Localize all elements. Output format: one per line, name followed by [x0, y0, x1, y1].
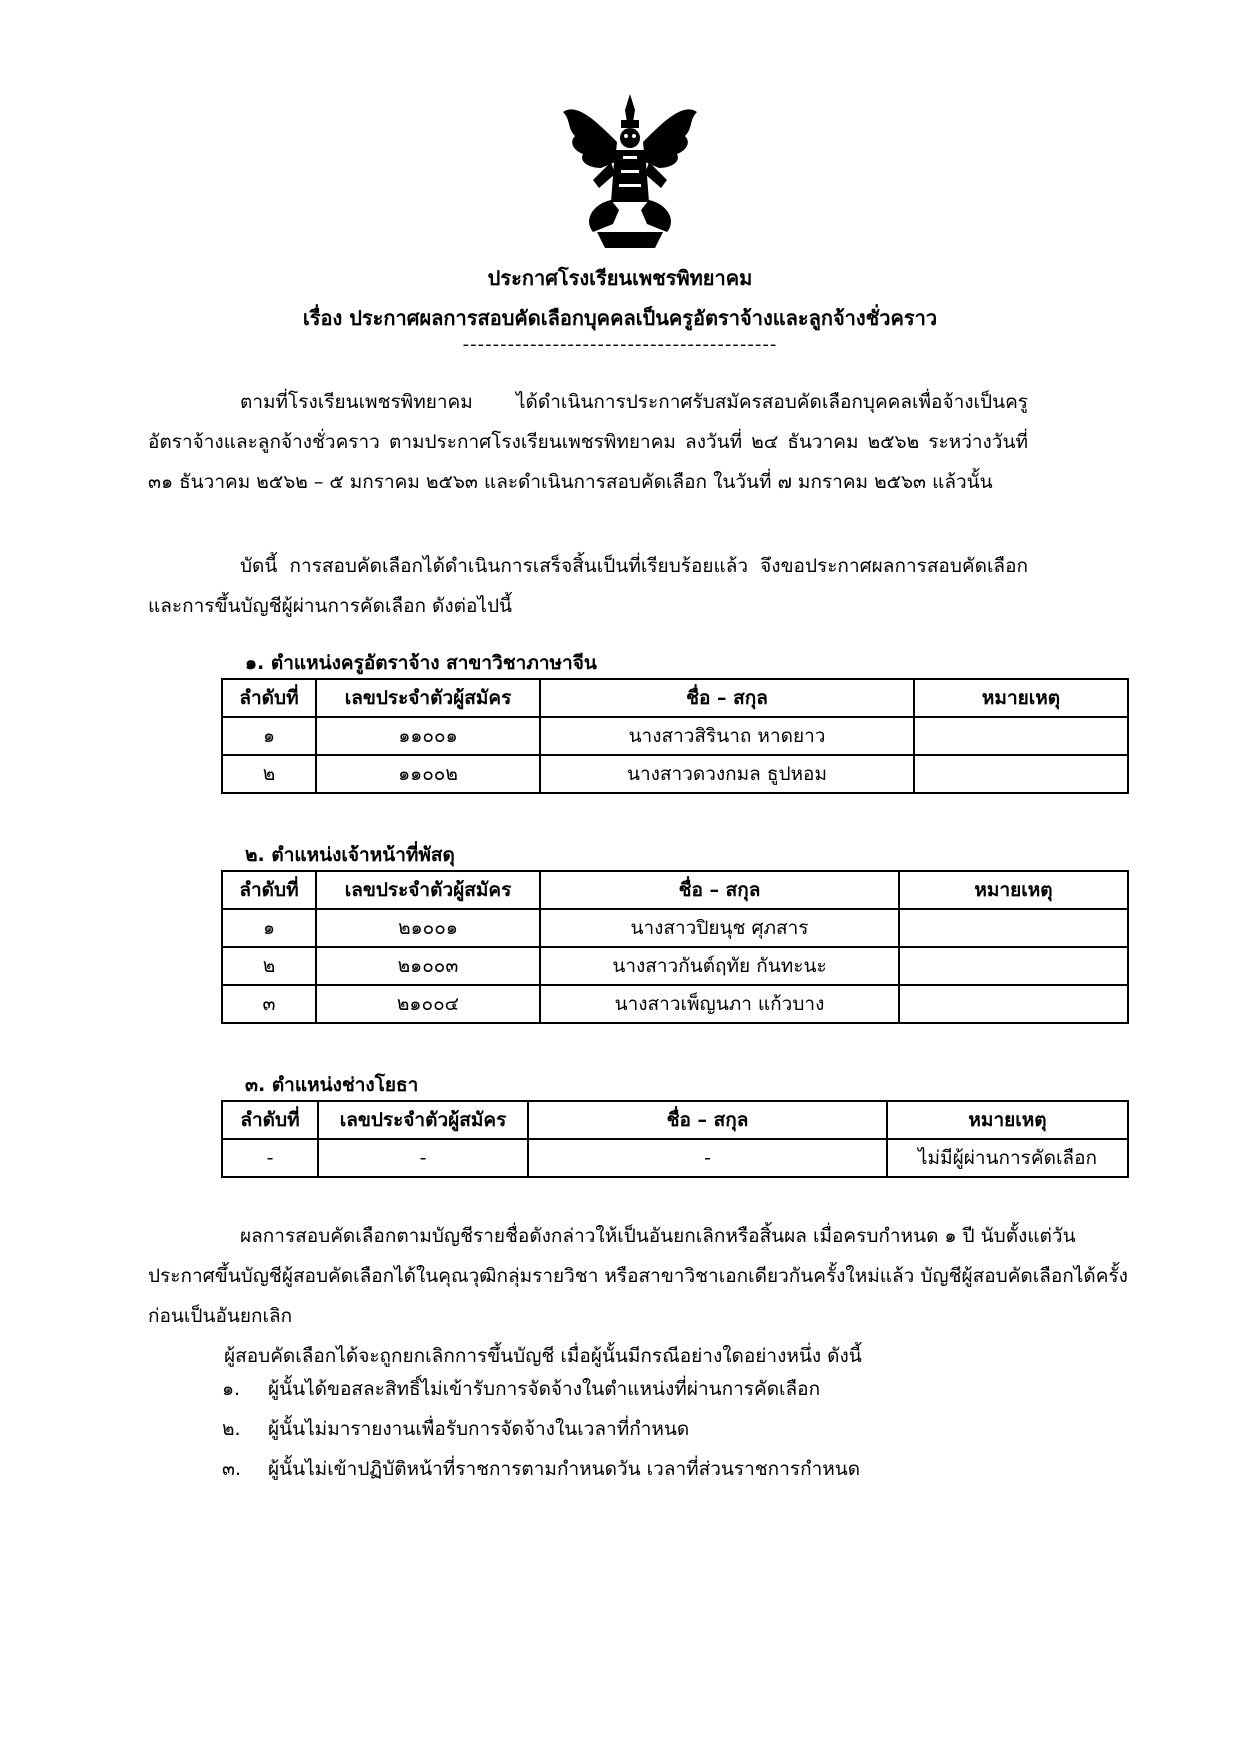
cell-note [899, 909, 1128, 947]
section-title-2: ๒. ตำแหน่งเจ้าหน้าที่พัสดุ [245, 844, 455, 866]
section-title-1: ๑. ตำแหน่งครูอัตราจ้าง สาขาวิชาภาษาจีน [245, 652, 597, 674]
table-row [222, 755, 1128, 793]
results-table-2 [221, 870, 1129, 1024]
cell-note [914, 755, 1128, 793]
col-no: ลำดับที่ [222, 679, 316, 717]
cell-note [899, 947, 1128, 985]
cell-name: นางสาวเพ็ญนภา แก้วบาง [540, 985, 899, 1023]
cell-name: นางสาวกันต์ฤทัย กันทะนะ [540, 947, 899, 985]
cell-no: ๑ [222, 717, 316, 755]
results-table-1 [221, 678, 1129, 794]
intro-text-1: ตามที่โรงเรียนเพชรพิทยาคม ได้ดำเนินการประกาศรับสมัครสอบคัดเลือกบุคคลเพื่อจ้างเป็นครูอัตราจ้างและลูกจ้างชั่วคราว ตามประกาศโรงเรียนเพชรพิทยาคม ลงวันที่ ๒๔ ธันวาคม ๒๕๖๒ ระหว่างวันที่ ๓๑ ธันวาคม ๒๕๖๒ – ๕ มกราคม ๒๕๖๓ และดำเนินการสอบคัดเลือก ในวันที่ ๗ มกราคม ๒๕๖๓ แล้วนั้น [148, 391, 1028, 493]
table-row [222, 717, 1128, 755]
col-name: ชื่อ – สกุล [528, 1101, 887, 1139]
cell-id: ๒๑๐๐๑ [316, 909, 540, 947]
conditions-paragraph-2 [148, 1336, 1128, 1376]
condition-item-text: ผู้นั้นไม่มารายงานเพื่อรับการจัดจ้างในเวลาที่กำหนด [268, 1418, 690, 1440]
condition-item-text: ผู้นั้นได้ขอสละสิทธิ์ไม่เข้ารับการจัดจ้างในตำแหน่งที่ผ่านการคัดเลือก [268, 1378, 821, 1400]
table-header-row [222, 679, 1128, 717]
cell-note [914, 717, 1128, 755]
table-row [222, 985, 1128, 1023]
cell-name: นางสาวสิรินาถ หาดยาว [540, 717, 914, 755]
col-no: ลำดับที่ [222, 871, 316, 909]
table-header-row [222, 1101, 1128, 1139]
results-table-3 [221, 1100, 1129, 1178]
cell-id: ๑๑๐๐๒ [316, 755, 540, 793]
cell-name: นางสาวปิยนุช ศุภสาร [540, 909, 899, 947]
col-id: เลขประจำตัวผู้สมัคร [318, 1101, 528, 1139]
col-name: ชื่อ – สกุล [540, 871, 899, 909]
conditions-paragraph-1 [148, 1216, 1128, 1336]
condition-item-number: ๓. [222, 1458, 242, 1480]
cell-id: - [318, 1139, 528, 1177]
condition-item-number: ๒. [222, 1418, 241, 1440]
col-id: เลขประจำตัวผู้สมัคร [316, 679, 540, 717]
col-note: หมายเหตุ [914, 679, 1128, 717]
col-id: เลขประจำตัวผู้สมัคร [316, 871, 540, 909]
garuda-emblem-icon [557, 92, 703, 252]
conditions-text-2: ผู้สอบคัดเลือกได้จะถูกยกเลิกการขึ้นบัญชี เมื่อผู้นั้นมีกรณีอย่างใดอย่างหนึ่ง ดังนี้ [224, 1345, 862, 1367]
cell-id: ๒๑๐๐๔ [316, 985, 540, 1023]
col-no: ลำดับที่ [222, 1101, 318, 1139]
cell-no: ๑ [222, 909, 316, 947]
subject-line: เรื่อง ประกาศผลการสอบคัดเลือกบุคคลเป็นครูอัตราจ้างและลูกจ้างชั่วคราว [302, 306, 938, 330]
separator-line: ------------------------------------------ [462, 334, 778, 355]
col-name: ชื่อ – สกุล [540, 679, 914, 717]
page-title: ประกาศโรงเรียนเพชรพิทยาคม [487, 266, 753, 290]
cell-no: ๓ [222, 985, 316, 1023]
cell-no: ๒ [222, 755, 316, 793]
section-title-3: ๓. ตำแหน่งช่างโยธา [245, 1074, 419, 1096]
col-note: หมายเหตุ [899, 871, 1128, 909]
table-row [222, 1139, 1128, 1177]
conditions-text-1: ผลการสอบคัดเลือกตามบัญชีรายชื่อดังกล่าวให้เป็นอันยกเลิกหรือสิ้นผล เมื่อครบกำหนด ๑ ปี นับตั้งแต่วันประกาศขึ้นบัญชีผู้สอบคัดเลือกได้ในคุณวุฒิกลุ่มรายวิชา หรือสาขาวิชาเอกเดียวกันครั้งใหม่แล้ว บัญชีผู้สอบคัดเลือกได้ครั้งก่อนเป็นอันยกเลิก [148, 1225, 1128, 1327]
intro-paragraph-1 [148, 382, 1028, 502]
cell-id: ๑๑๐๐๑ [316, 717, 540, 755]
intro-text-2: บัดนี้ การสอบคัดเลือกได้ดำเนินการเสร็จสิ้นเป็นที่เรียบร้อยแล้ว จึงขอประกาศผลการสอบคัดเลือกและการขึ้นบัญชีผู้ผ่านการคัดเลือก ดังต่อไปนี้ [148, 555, 1028, 617]
table-row [222, 909, 1128, 947]
condition-item-number: ๑. [222, 1378, 241, 1400]
cell-note: ไม่มีผู้ผ่านการคัดเลือก [887, 1139, 1128, 1177]
condition-item-text: ผู้นั้นไม่เข้าปฏิบัติหน้าที่ราชการตามกำหนดวัน เวลาที่ส่วนราชการกำหนด [268, 1458, 861, 1480]
cell-note [899, 985, 1128, 1023]
cell-name: - [528, 1139, 887, 1177]
cell-no: - [222, 1139, 318, 1177]
table-header-row [222, 871, 1128, 909]
cell-no: ๒ [222, 947, 316, 985]
cell-name: นางสาวดวงกมล ธูปหอม [540, 755, 914, 793]
intro-paragraph-2 [148, 546, 1028, 626]
cell-id: ๒๑๐๐๓ [316, 947, 540, 985]
col-note: หมายเหตุ [887, 1101, 1128, 1139]
table-row [222, 947, 1128, 985]
